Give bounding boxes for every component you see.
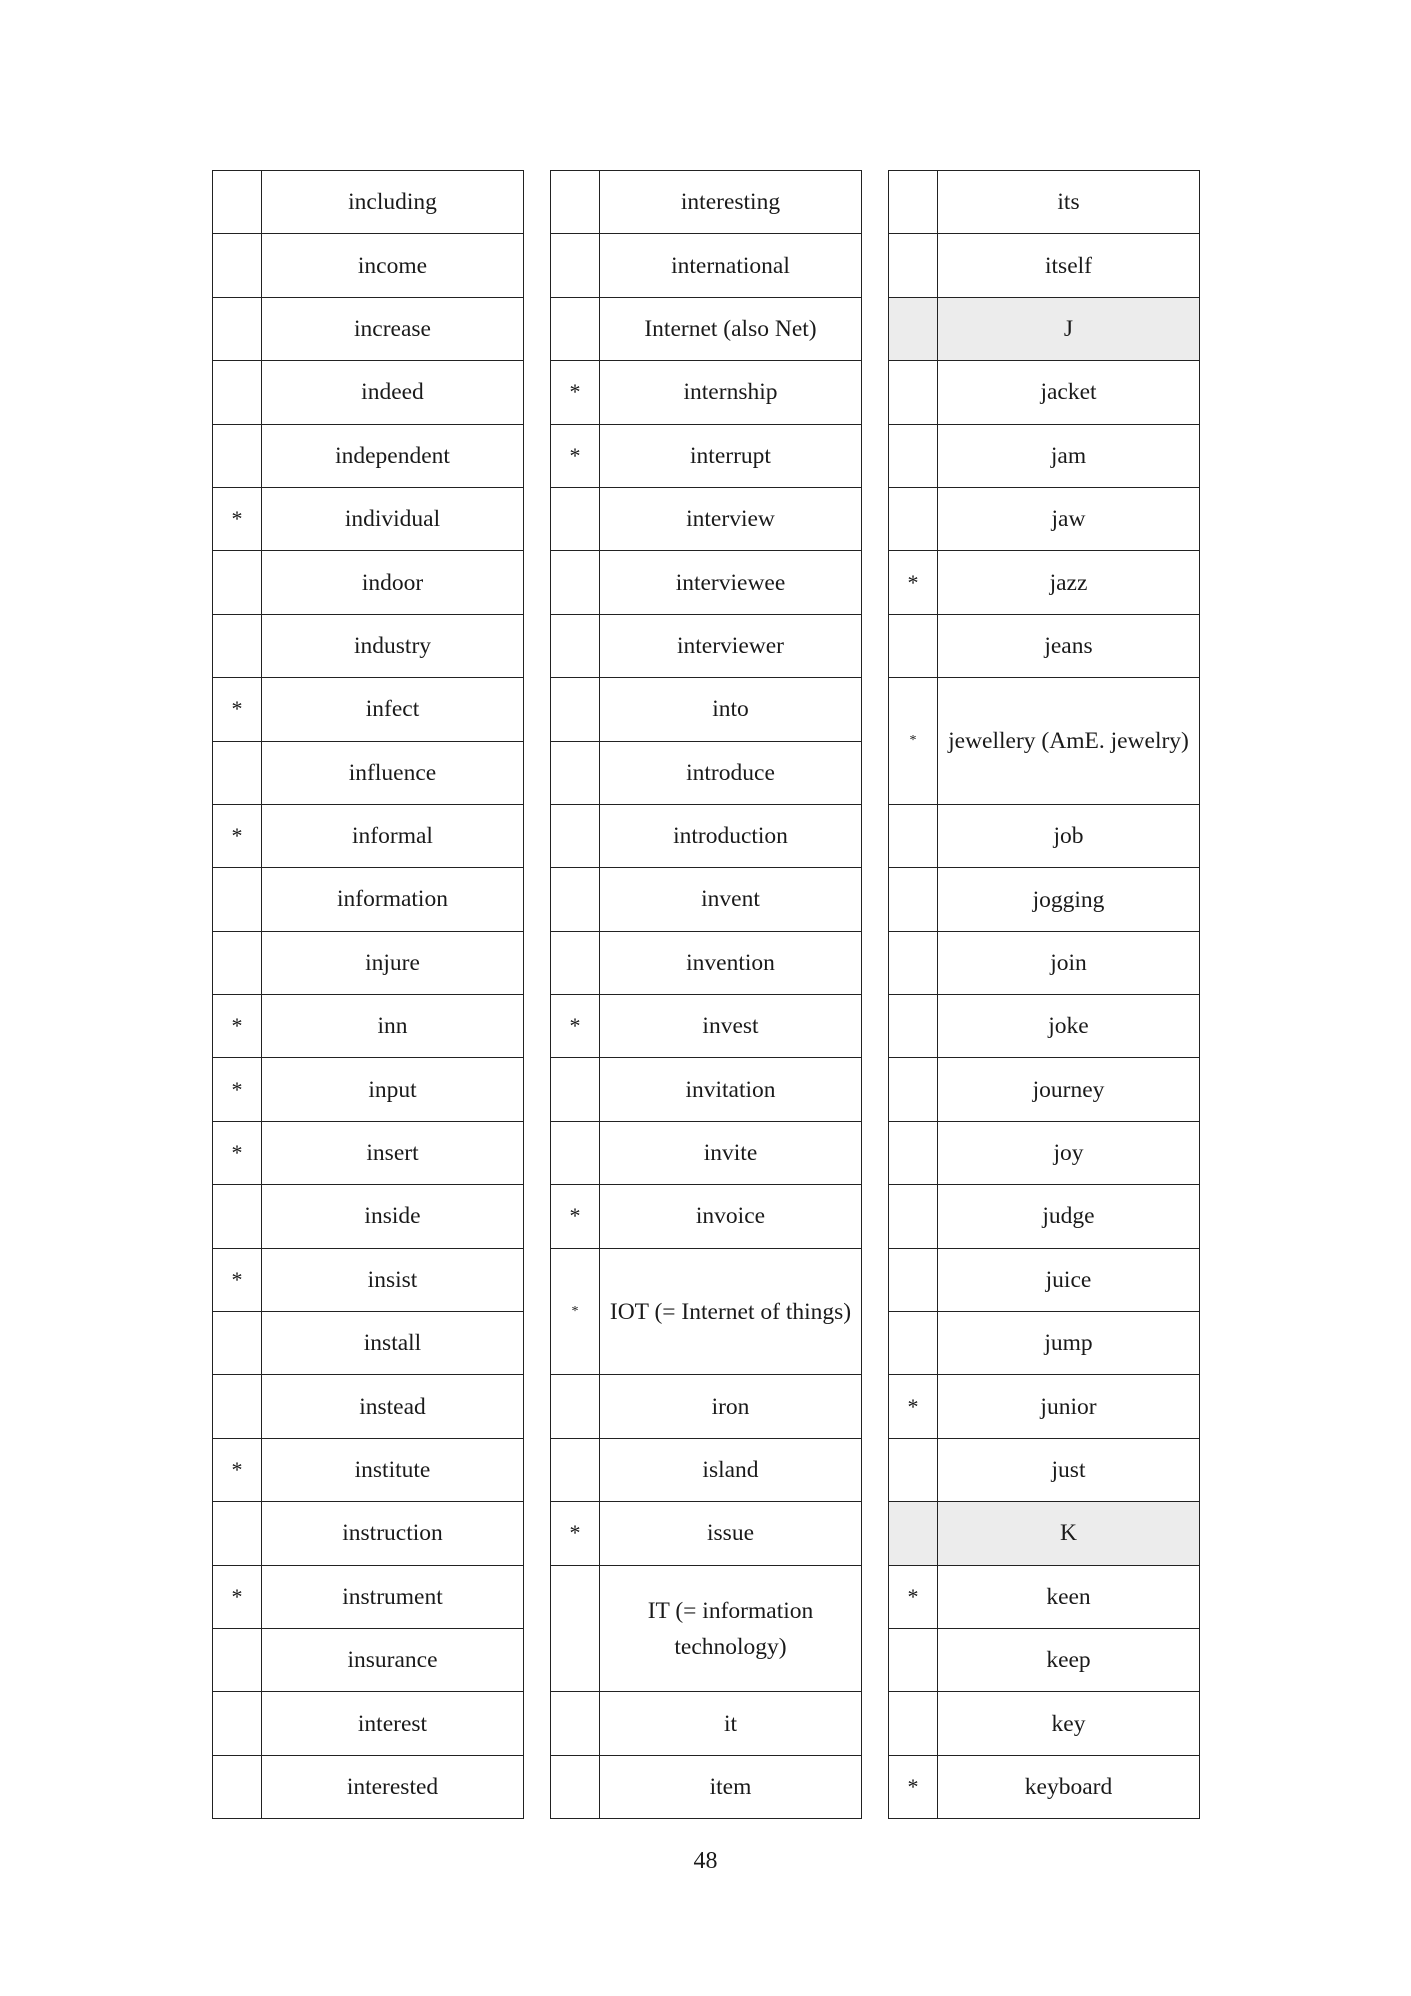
table-row — [213, 678, 524, 741]
vocab-word: interviewer — [600, 614, 862, 677]
table-row — [213, 931, 524, 994]
table-row — [889, 804, 1200, 867]
letter-header-row — [889, 1502, 1200, 1565]
star-marker — [889, 1185, 938, 1248]
table-row — [213, 741, 524, 804]
vocab-word: internship — [600, 361, 862, 424]
table-row — [889, 424, 1200, 487]
star-marker — [551, 1565, 600, 1692]
table-row — [551, 1565, 862, 1692]
table-row — [551, 1438, 862, 1501]
star-marker: * — [213, 678, 262, 741]
star-marker — [889, 297, 938, 360]
star-marker: * — [213, 995, 262, 1058]
star-marker — [889, 614, 938, 677]
table-row — [889, 1692, 1200, 1755]
vocab-word: jam — [938, 424, 1200, 487]
vocab-word: junior — [938, 1375, 1200, 1438]
table-row — [213, 1312, 524, 1375]
star-marker — [551, 804, 600, 867]
vocab-word: invitation — [600, 1058, 862, 1121]
vocab-word: instead — [262, 1375, 524, 1438]
star-marker — [213, 1502, 262, 1565]
table-row — [889, 1438, 1200, 1501]
vocab-word: insist — [262, 1248, 524, 1311]
table-row — [213, 551, 524, 614]
table-row — [889, 234, 1200, 297]
table-row — [213, 1502, 524, 1565]
star-marker: * — [889, 678, 938, 805]
star-marker — [213, 297, 262, 360]
star-marker — [889, 1438, 938, 1501]
star-marker: * — [889, 1565, 938, 1628]
table-row — [213, 995, 524, 1058]
table-row — [213, 361, 524, 424]
vocab-word: input — [262, 1058, 524, 1121]
star-marker — [551, 487, 600, 550]
table-row — [889, 1565, 1200, 1628]
vocab-word: judge — [938, 1185, 1200, 1248]
star-marker: * — [551, 1248, 600, 1375]
star-marker — [889, 1248, 938, 1311]
vocab-word: informal — [262, 804, 524, 867]
vocab-word: information — [262, 868, 524, 931]
vocab-word: invoice — [600, 1185, 862, 1248]
star-marker — [889, 1312, 938, 1375]
star-marker — [213, 361, 262, 424]
table-row — [551, 804, 862, 867]
star-marker — [889, 1629, 938, 1692]
table-row — [551, 1058, 862, 1121]
table-row — [551, 234, 862, 297]
star-marker — [213, 614, 262, 677]
table-row — [889, 1248, 1200, 1311]
star-marker — [551, 931, 600, 994]
star-marker — [213, 741, 262, 804]
star-marker — [551, 1375, 600, 1438]
star-marker — [213, 1375, 262, 1438]
letter-header: K — [938, 1502, 1200, 1565]
vocab-word: institute — [262, 1438, 524, 1501]
table-row — [551, 995, 862, 1058]
vocab-word: keep — [938, 1629, 1200, 1692]
table-row — [213, 487, 524, 550]
vocab-word: Internet (also Net) — [600, 297, 862, 360]
vocab-word: invention — [600, 931, 862, 994]
table-row — [213, 234, 524, 297]
table-row — [889, 1375, 1200, 1438]
vocab-word: instrument — [262, 1565, 524, 1628]
star-marker: * — [213, 804, 262, 867]
table-row — [213, 297, 524, 360]
star-marker: * — [213, 1058, 262, 1121]
star-marker — [551, 1755, 600, 1818]
vocab-word: insert — [262, 1121, 524, 1184]
vocab-word: joke — [938, 995, 1200, 1058]
star-marker: * — [213, 1438, 262, 1501]
table-row — [551, 931, 862, 994]
star-marker — [213, 1185, 262, 1248]
vocab-word: inn — [262, 995, 524, 1058]
vocab-word: journey — [938, 1058, 1200, 1121]
vocab-word: invest — [600, 995, 862, 1058]
star-marker — [551, 614, 600, 677]
star-marker: * — [551, 424, 600, 487]
star-marker — [213, 424, 262, 487]
star-marker: * — [889, 1375, 938, 1438]
star-marker — [551, 551, 600, 614]
vocab-word: install — [262, 1312, 524, 1375]
vocab-word: issue — [600, 1502, 862, 1565]
word-table — [550, 170, 862, 1819]
vocab-word: injure — [262, 931, 524, 994]
star-marker — [889, 234, 938, 297]
star-marker — [889, 868, 938, 931]
table-row — [551, 297, 862, 360]
letter-header-row — [889, 297, 1200, 360]
vocab-word: introduce — [600, 741, 862, 804]
word-column-1 — [212, 170, 524, 1819]
table-row — [551, 1121, 862, 1184]
table-row — [889, 1312, 1200, 1375]
star-marker — [889, 1692, 938, 1755]
vocab-word: invent — [600, 868, 862, 931]
table-row — [213, 1692, 524, 1755]
star-marker — [551, 297, 600, 360]
table-row — [551, 1375, 862, 1438]
table-row — [213, 1058, 524, 1121]
vocab-word: island — [600, 1438, 862, 1501]
star-marker: * — [551, 995, 600, 1058]
star-marker — [889, 1058, 938, 1121]
table-row — [551, 1185, 862, 1248]
vocab-word: join — [938, 931, 1200, 994]
table-row — [551, 361, 862, 424]
table-row — [551, 551, 862, 614]
vocab-word: industry — [262, 614, 524, 677]
page-number: 48 — [693, 1848, 718, 1874]
vocab-word: job — [938, 804, 1200, 867]
table-row — [889, 551, 1200, 614]
table-row — [213, 1248, 524, 1311]
table-row — [213, 1565, 524, 1628]
star-marker — [889, 931, 938, 994]
vocab-word: indoor — [262, 551, 524, 614]
star-marker — [551, 1692, 600, 1755]
star-marker: * — [551, 1502, 600, 1565]
table-row — [213, 1185, 524, 1248]
star-marker — [213, 1692, 262, 1755]
vocab-word: interesting — [600, 171, 862, 234]
table-row — [551, 487, 862, 550]
table-row — [213, 804, 524, 867]
table-row — [889, 1755, 1200, 1818]
table-row — [551, 171, 862, 234]
table-row — [889, 678, 1200, 805]
vocab-word: jogging — [938, 868, 1200, 931]
vocab-word: interrupt — [600, 424, 862, 487]
star-marker — [213, 1628, 262, 1691]
star-marker: * — [551, 361, 600, 424]
table-row — [213, 868, 524, 931]
table-row — [889, 1058, 1200, 1121]
star-marker — [889, 995, 938, 1058]
star-marker: * — [213, 487, 262, 550]
vocab-word: inside — [262, 1185, 524, 1248]
vocab-word: jacket — [938, 361, 1200, 424]
star-marker: * — [551, 1185, 600, 1248]
table-row — [551, 678, 862, 741]
vocab-word: indeed — [262, 361, 524, 424]
table-row — [889, 171, 1200, 234]
table-row — [889, 1629, 1200, 1692]
vocab-word: interview — [600, 487, 862, 550]
table-row — [551, 1755, 862, 1818]
table-row — [551, 424, 862, 487]
star-marker — [889, 487, 938, 550]
vocab-word: IT (= information technology) — [600, 1565, 862, 1692]
star-marker — [889, 804, 938, 867]
vocab-word: jewellery (AmE. jewelry) — [938, 678, 1200, 805]
star-marker: * — [889, 1755, 938, 1818]
star-marker — [551, 1438, 600, 1501]
table-row — [889, 614, 1200, 677]
vocab-word: IOT (= Internet of things) — [600, 1248, 862, 1375]
table-row — [551, 1248, 862, 1375]
word-table — [212, 170, 524, 1819]
table-row — [551, 614, 862, 677]
star-marker — [213, 868, 262, 931]
table-row — [551, 1502, 862, 1565]
vocab-word: influence — [262, 741, 524, 804]
table-row — [551, 1692, 862, 1755]
vocab-word: into — [600, 678, 862, 741]
vocab-word: jazz — [938, 551, 1200, 614]
table-row — [889, 361, 1200, 424]
vocab-word: international — [600, 234, 862, 297]
vocab-word: increase — [262, 297, 524, 360]
table-row — [889, 1185, 1200, 1248]
vocab-word: insurance — [262, 1628, 524, 1691]
star-marker — [551, 171, 600, 234]
star-marker — [213, 234, 262, 297]
vocab-word: its — [938, 171, 1200, 234]
star-marker — [889, 171, 938, 234]
vocab-word: independent — [262, 424, 524, 487]
table-row — [213, 424, 524, 487]
star-marker: * — [213, 1248, 262, 1311]
star-marker — [889, 361, 938, 424]
table-row — [213, 1121, 524, 1184]
table-row — [551, 741, 862, 804]
vocab-word: invite — [600, 1121, 862, 1184]
vocab-word: iron — [600, 1375, 862, 1438]
vocab-word: keen — [938, 1565, 1200, 1628]
vocab-word: individual — [262, 487, 524, 550]
vocab-word: keyboard — [938, 1755, 1200, 1818]
vocab-word: infect — [262, 678, 524, 741]
vocab-word: juice — [938, 1248, 1200, 1311]
vocab-word: introduction — [600, 804, 862, 867]
table-row — [889, 995, 1200, 1058]
star-marker — [889, 1502, 938, 1565]
vocab-word: including — [262, 171, 524, 234]
vocab-word: jump — [938, 1312, 1200, 1375]
star-marker — [889, 1121, 938, 1184]
star-marker — [213, 1755, 262, 1818]
table-row — [213, 171, 524, 234]
word-column-2 — [550, 170, 862, 1819]
word-column-3 — [888, 170, 1200, 1819]
table-row — [213, 1628, 524, 1691]
vocab-word: jaw — [938, 487, 1200, 550]
vocab-word: jeans — [938, 614, 1200, 677]
table-row — [889, 487, 1200, 550]
vocab-word: key — [938, 1692, 1200, 1755]
word-table — [888, 170, 1200, 1819]
vocab-word: itself — [938, 234, 1200, 297]
vocab-word: interviewee — [600, 551, 862, 614]
table-row — [213, 1375, 524, 1438]
table-row — [551, 868, 862, 931]
vocab-word: joy — [938, 1121, 1200, 1184]
star-marker — [213, 1312, 262, 1375]
star-marker — [551, 1058, 600, 1121]
star-marker — [551, 741, 600, 804]
star-marker — [213, 931, 262, 994]
star-marker — [551, 868, 600, 931]
star-marker: * — [889, 551, 938, 614]
table-row — [889, 931, 1200, 994]
vocab-word: item — [600, 1755, 862, 1818]
letter-header: J — [938, 297, 1200, 360]
star-marker — [213, 171, 262, 234]
star-marker: * — [213, 1121, 262, 1184]
vocab-word: interest — [262, 1692, 524, 1755]
table-row — [213, 1438, 524, 1501]
star-marker — [551, 234, 600, 297]
star-marker — [551, 1121, 600, 1184]
star-marker — [551, 678, 600, 741]
table-row — [213, 614, 524, 677]
vocab-word: just — [938, 1438, 1200, 1501]
table-row — [889, 1121, 1200, 1184]
vocab-word: it — [600, 1692, 862, 1755]
vocab-word: instruction — [262, 1502, 524, 1565]
star-marker — [889, 424, 938, 487]
star-marker: * — [213, 1565, 262, 1628]
star-marker — [213, 551, 262, 614]
table-row — [889, 868, 1200, 931]
table-row — [213, 1755, 524, 1818]
vocab-word: interested — [262, 1755, 524, 1818]
vocab-word: income — [262, 234, 524, 297]
